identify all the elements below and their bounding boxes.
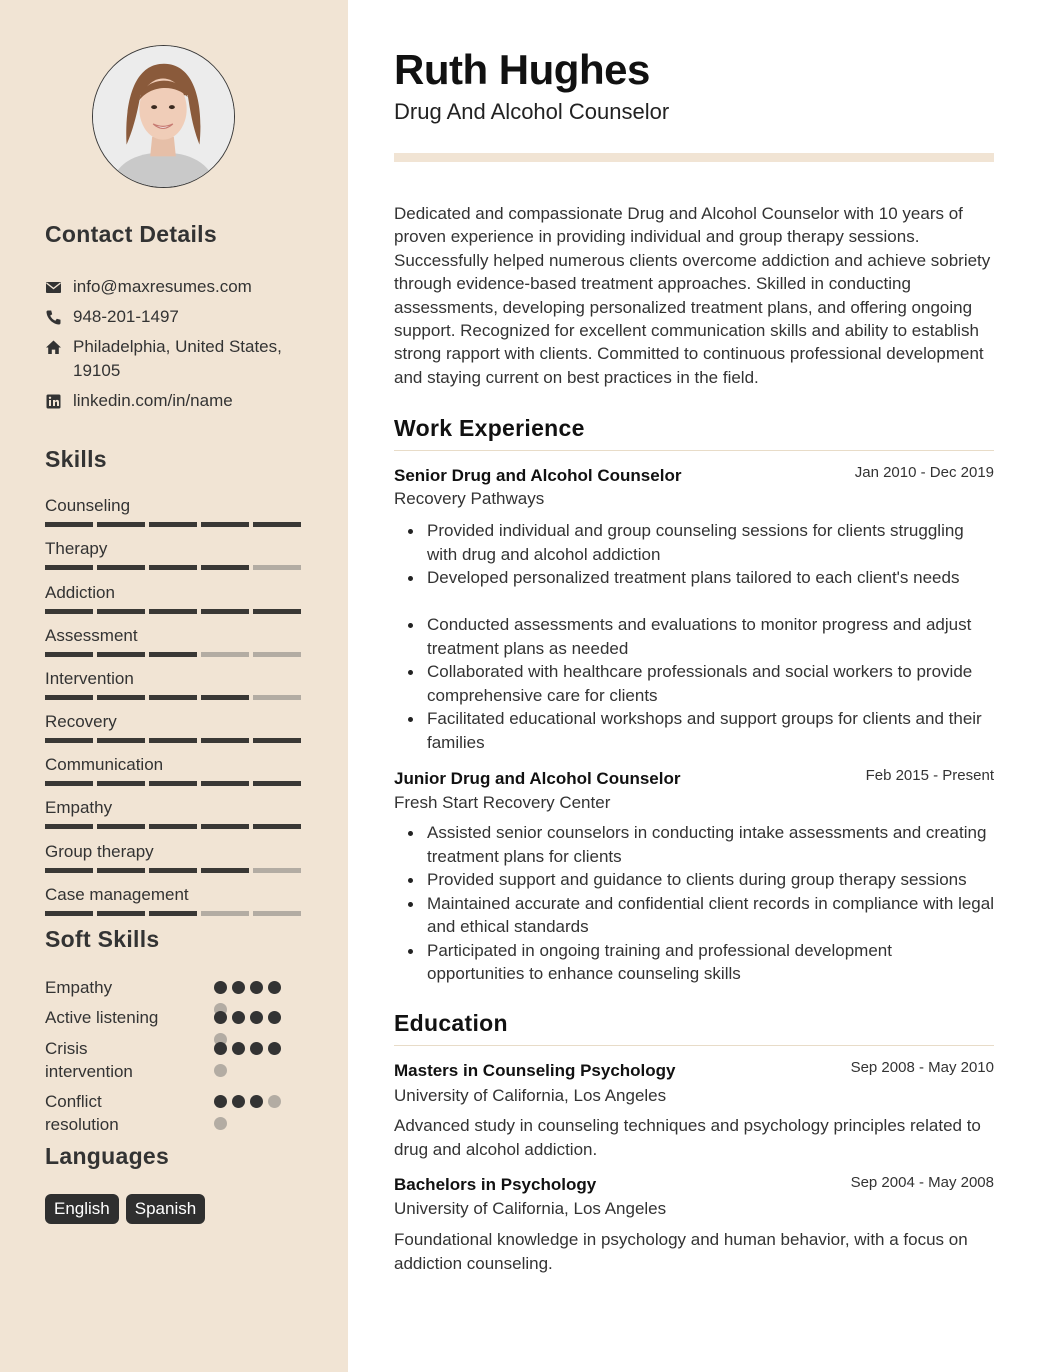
skill-level-bar xyxy=(45,609,301,614)
skill-level-bar xyxy=(45,522,301,527)
rating-dot xyxy=(214,1011,227,1024)
skill-item xyxy=(45,539,305,559)
rating-dot xyxy=(232,1042,245,1055)
envelope-icon xyxy=(45,275,73,299)
skill-level-segment xyxy=(253,824,301,829)
skill-name: Intervention xyxy=(45,669,134,688)
languages-list xyxy=(45,1194,205,1224)
skill-level-segment xyxy=(149,868,197,873)
rating-dot xyxy=(214,1117,227,1130)
skill-name: Therapy xyxy=(45,539,108,558)
skill-item xyxy=(45,712,305,732)
skill-level-segment xyxy=(253,652,301,657)
skill-level-segment xyxy=(149,695,197,700)
skill-level-segment xyxy=(149,738,197,743)
list-item: Provided individual and group counseling sessions for clients struggling with drug and alcohol addiction xyxy=(394,519,994,566)
skill-name: Group therapy xyxy=(45,842,154,861)
skill-level-segment xyxy=(97,522,145,527)
skill-level-segment xyxy=(201,911,249,916)
rating-dot xyxy=(214,1064,227,1077)
skill-level-segment xyxy=(253,738,301,743)
skill-item xyxy=(45,842,305,862)
candidate-name: Ruth Hughes xyxy=(394,46,650,93)
skill-level-segment xyxy=(45,695,93,700)
degree-dates: Sep 2004 - May 2008 xyxy=(850,1174,994,1191)
job-dates: Feb 2015 - Present xyxy=(865,767,994,784)
skill-level-bar xyxy=(45,695,301,700)
skill-level-segment xyxy=(253,911,301,916)
contact-email[interactable] xyxy=(45,275,315,299)
skill-level-segment xyxy=(149,652,197,657)
contact-linkedin[interactable] xyxy=(45,389,315,413)
skill-level-segment xyxy=(149,781,197,786)
skill-level-segment xyxy=(201,695,249,700)
soft-skill-name: Empathy xyxy=(45,978,113,997)
skill-level-segment xyxy=(45,652,93,657)
skill-level-segment xyxy=(201,565,249,570)
profile-photo xyxy=(93,46,234,187)
skill-item xyxy=(45,669,305,689)
contact-address xyxy=(45,335,315,383)
language-tag: Spanish xyxy=(126,1194,205,1224)
skill-name: Counseling xyxy=(45,496,131,515)
skill-level-segment xyxy=(201,522,249,527)
list-item: Collaborated with healthcare professionals and social workers to provide comprehensive care for clients xyxy=(394,660,994,707)
rating-dot xyxy=(232,981,245,994)
summary: Dedicated and compassionate Drug and Alcohol Counselor with 10 years of proven experience in providing individual and group therapy sessions. Successfully helped numerous clients overcome addiction and achieve sobriety through evidence-based treatment approaches. Skilled in conducting assessments, developing personalized treatment plans, and offering ongoing support. Recognized for excellent communication skills and ability to establish strong rapport with clients. Committed to continuous professional development and staying current on best practices in the field. xyxy=(394,204,991,387)
degree-description: Foundational knowledge in psychology and human behavior, with a focus on addiction counseling. xyxy=(394,1230,968,1273)
section-divider xyxy=(394,450,994,451)
skill-level-bar xyxy=(45,824,301,829)
skill-level-bar xyxy=(45,738,301,743)
skill-level-segment xyxy=(253,565,301,570)
soft-skill-name: Conflict resolution xyxy=(45,1092,119,1134)
skill-level-segment xyxy=(97,868,145,873)
contact-linkedin-text: linkedin.com/in/name xyxy=(73,391,233,410)
skill-level-segment xyxy=(45,781,93,786)
skill-level-segment xyxy=(201,738,249,743)
skill-level-segment xyxy=(253,609,301,614)
skill-name: Assessment xyxy=(45,626,138,645)
skill-item xyxy=(45,583,305,603)
skill-level-bar xyxy=(45,868,301,873)
soft-skill-name: Active listening xyxy=(45,1008,159,1027)
header-divider xyxy=(394,153,994,162)
list-item: Maintained accurate and confidential client records in compliance with legal and ethical standards xyxy=(394,892,994,939)
soft-skill-rating xyxy=(214,1095,290,1130)
languages-heading: Languages xyxy=(45,1143,170,1169)
list-item: Conducted assessments and evaluations to monitor progress and adjust treatment plans as needed xyxy=(394,613,994,660)
candidate-role: Drug And Alcohol Counselor xyxy=(394,99,670,124)
list-item: Developed personalized treatment plans tailored to each client's needs xyxy=(394,566,994,590)
job-bullets xyxy=(394,519,994,754)
soft-skills-heading: Soft Skills xyxy=(45,926,160,952)
contact-phone[interactable] xyxy=(45,305,315,329)
job-bullets xyxy=(394,821,994,986)
avatar xyxy=(92,45,235,188)
contact-heading: Contact Details xyxy=(45,221,217,247)
skills-heading: Skills xyxy=(45,446,107,472)
contact-address-text: Philadelphia, United States, 19105 xyxy=(73,337,282,380)
language-tag: English xyxy=(45,1194,119,1224)
rating-dot xyxy=(268,1011,281,1024)
skill-level-segment xyxy=(97,824,145,829)
list-item: Provided support and guidance to clients during group therapy sessions xyxy=(394,868,994,892)
rating-dot xyxy=(214,1095,227,1108)
school-name: University of California, Los Angeles xyxy=(394,1199,667,1218)
job-title: Senior Drug and Alcohol Counselor xyxy=(394,466,682,485)
skill-item xyxy=(45,626,305,646)
skill-item xyxy=(45,755,305,775)
degree-title: Bachelors in Psychology xyxy=(394,1175,597,1194)
list-item: Assisted senior counselors in conducting intake assessments and creating treatment plans for clients xyxy=(394,821,994,868)
skill-level-segment xyxy=(97,609,145,614)
rating-dot xyxy=(268,981,281,994)
skill-level-segment xyxy=(149,911,197,916)
section-divider xyxy=(394,1045,994,1046)
contact-phone-text: 948-201-1497 xyxy=(73,307,179,326)
skill-level-segment xyxy=(149,522,197,527)
skill-level-segment xyxy=(45,738,93,743)
skill-level-bar xyxy=(45,652,301,657)
phone-icon xyxy=(45,305,73,329)
degree-title: Masters in Counseling Psychology xyxy=(394,1061,676,1080)
skill-name: Case management xyxy=(45,885,189,904)
skill-level-segment xyxy=(201,652,249,657)
skill-level-segment xyxy=(253,522,301,527)
list-item: Facilitated educational workshops and support groups for clients and their families xyxy=(394,707,994,754)
main-content xyxy=(348,0,1040,1372)
skill-level-segment xyxy=(45,522,93,527)
skill-level-segment xyxy=(45,565,93,570)
skill-level-segment xyxy=(253,781,301,786)
skill-level-bar xyxy=(45,565,301,570)
skill-item xyxy=(45,496,305,516)
skill-level-segment xyxy=(97,781,145,786)
skill-level-segment xyxy=(45,609,93,614)
skill-item xyxy=(45,885,305,905)
skill-item xyxy=(45,798,305,818)
rating-dot xyxy=(250,1011,263,1024)
skill-name: Recovery xyxy=(45,712,117,731)
skill-level-segment xyxy=(149,565,197,570)
skill-level-segment xyxy=(45,824,93,829)
skill-level-segment xyxy=(201,868,249,873)
skill-level-segment xyxy=(45,868,93,873)
skill-level-segment xyxy=(149,609,197,614)
soft-skill-rating xyxy=(214,1011,290,1046)
skill-level-segment xyxy=(97,911,145,916)
rating-dot xyxy=(268,1095,281,1108)
skill-level-segment xyxy=(97,695,145,700)
skill-name: Empathy xyxy=(45,798,113,817)
work-experience-heading: Work Experience xyxy=(394,415,585,441)
degree-description: Advanced study in counseling techniques and psychology principles related to drug and alcohol addiction. xyxy=(394,1116,981,1159)
rating-dot xyxy=(268,1042,281,1055)
sidebar xyxy=(0,0,348,1372)
skill-level-segment xyxy=(253,695,301,700)
rating-dot xyxy=(232,1095,245,1108)
home-icon xyxy=(45,335,73,359)
skill-level-segment xyxy=(149,824,197,829)
rating-dot xyxy=(232,1011,245,1024)
skill-level-segment xyxy=(97,652,145,657)
job-title: Junior Drug and Alcohol Counselor xyxy=(394,769,681,788)
skill-level-segment xyxy=(201,824,249,829)
job-organization: Recovery Pathways xyxy=(394,489,545,508)
soft-skill-rating xyxy=(214,1042,290,1077)
list-item: Participated in ongoing training and professional development opportunities to enhance counseling skills xyxy=(394,939,994,986)
education-heading: Education xyxy=(394,1010,508,1036)
school-name: University of California, Los Angeles xyxy=(394,1086,667,1105)
skill-level-segment xyxy=(201,609,249,614)
skill-level-segment xyxy=(97,565,145,570)
skill-name: Communication xyxy=(45,755,164,774)
soft-skill-name: Crisis intervention xyxy=(45,1039,133,1081)
rating-dot xyxy=(250,1095,263,1108)
rating-dot xyxy=(214,981,227,994)
skill-name: Addiction xyxy=(45,583,115,602)
linkedin-icon xyxy=(45,389,73,413)
skill-level-segment xyxy=(97,738,145,743)
degree-dates: Sep 2008 - May 2010 xyxy=(850,1059,994,1076)
job-organization: Fresh Start Recovery Center xyxy=(394,793,611,812)
rating-dot xyxy=(250,981,263,994)
skill-level-segment xyxy=(253,868,301,873)
skill-level-bar xyxy=(45,911,301,916)
skill-level-segment xyxy=(45,911,93,916)
contact-email-text: info@maxresumes.com xyxy=(73,277,252,296)
rating-dot xyxy=(250,1042,263,1055)
rating-dot xyxy=(214,1042,227,1055)
skill-level-bar xyxy=(45,781,301,786)
job-dates: Jan 2010 - Dec 2019 xyxy=(854,464,994,481)
skill-level-segment xyxy=(201,781,249,786)
